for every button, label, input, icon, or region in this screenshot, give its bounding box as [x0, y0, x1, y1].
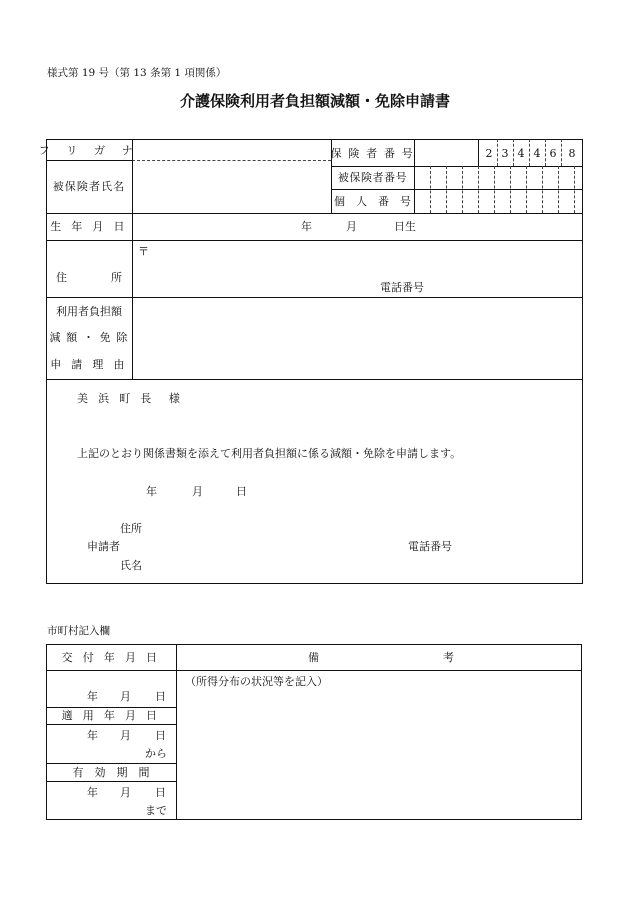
- applicant-label: 申請者: [87, 540, 120, 553]
- issue-day-unit: 日: [155, 690, 166, 703]
- furigana-field[interactable]: [134, 141, 329, 159]
- municipality-section-title: 市町村記入欄: [47, 625, 110, 637]
- insured-name-label: 被保険者氏名: [52, 180, 126, 193]
- birthdate-label: 生 年 月 日: [50, 220, 128, 233]
- issue-date-header: 交 付 年 月 日: [61, 651, 161, 664]
- reason-field[interactable]: [134, 299, 581, 377]
- remarks-field[interactable]: [180, 692, 578, 816]
- reason-label-2: 減 額 ・ 免 除: [49, 330, 129, 344]
- address-label: 住 所: [56, 271, 122, 284]
- declaration-statement: 上記のとおり関係書類を添えて利用者負担額に係る減額・免除を申請します。: [77, 447, 462, 460]
- insured-number-label: 被保険者番号: [337, 171, 408, 184]
- insurer-digit: 6: [549, 146, 557, 160]
- apply-year-unit: 年: [87, 729, 98, 742]
- insured-name-field[interactable]: [134, 162, 329, 212]
- date-day-unit: 日: [236, 485, 247, 498]
- insurer-digit: 8: [568, 146, 576, 160]
- reason-label-3: 申 請 理 由: [50, 357, 128, 371]
- address-field[interactable]: [150, 242, 580, 295]
- remarks-header-2: 考: [443, 651, 454, 664]
- insurer-number-label: 保 険 者 番 号: [330, 146, 415, 160]
- date-year-unit: 年: [146, 485, 157, 498]
- apply-date-header: 適 用 年 月 日: [61, 709, 161, 722]
- addressee: 美 浜 町 長 様: [77, 392, 184, 405]
- date-month-unit: 月: [192, 485, 203, 498]
- form-number: 様式第 19 号（第 13 条第 1 項関係）: [47, 67, 227, 79]
- valid-month-unit: 月: [120, 786, 131, 799]
- insurer-digit: 2: [485, 146, 493, 160]
- issue-month-unit: 月: [120, 690, 131, 703]
- valid-day-unit: 日: [155, 786, 166, 799]
- applicant-name-label: 氏名: [120, 559, 142, 572]
- page-title: 介護保険利用者負担額減額・免除申請書: [179, 91, 450, 110]
- valid-year-unit: 年: [87, 786, 98, 799]
- insurer-digit: 4: [533, 146, 541, 160]
- applicant-phone-label: 電話番号: [408, 540, 452, 553]
- remarks-note: （所得分布の状況等を記入）: [185, 675, 328, 688]
- furigana-label: フ リ ガ ナ: [38, 143, 140, 157]
- remarks-header-1: 備: [308, 651, 319, 664]
- insurer-digit: 4: [517, 146, 525, 160]
- valid-period-header: 有 効 期 間: [72, 765, 150, 779]
- address-phone-label: 電話番号: [380, 281, 424, 294]
- birth-month-unit: 月: [346, 220, 357, 233]
- issue-year-unit: 年: [87, 690, 98, 703]
- birth-day-unit: 日生: [394, 220, 416, 233]
- reason-label-1: 利用者負担額: [56, 304, 122, 318]
- apply-day-unit: 日: [155, 729, 166, 742]
- apply-from: から: [145, 747, 167, 760]
- applicant-address-label: 住所: [120, 522, 142, 535]
- personal-number-label: 個 人 番 号: [334, 194, 411, 208]
- insurer-digit: 3: [501, 146, 509, 160]
- postal-mark-icon: 〒: [138, 245, 149, 258]
- birth-year-unit: 年: [301, 220, 312, 233]
- valid-until: まで: [145, 804, 167, 817]
- apply-month-unit: 月: [120, 729, 131, 742]
